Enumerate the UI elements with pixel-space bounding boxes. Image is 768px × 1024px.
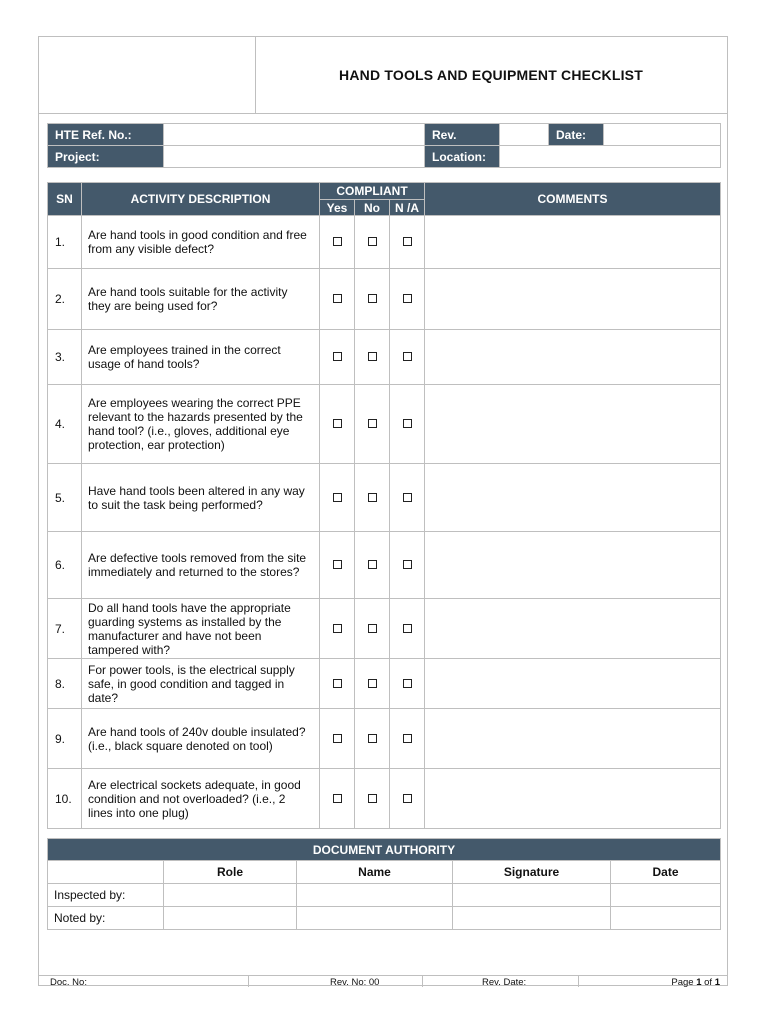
- rev-label: Rev.: [425, 124, 500, 146]
- comment-cell[interactable]: [425, 216, 721, 269]
- item-description: Are hand tools in good condition and free from any visible defect?: [82, 216, 320, 269]
- checklist-body: [48, 216, 721, 829]
- na-checkbox[interactable]: [403, 237, 412, 246]
- hte-ref-field[interactable]: [164, 124, 425, 146]
- yes-header: Yes: [320, 200, 355, 216]
- noted-role-field[interactable]: [164, 907, 297, 930]
- location-field[interactable]: [500, 146, 721, 168]
- no-checkbox[interactable]: [368, 794, 377, 803]
- role-header: Role: [164, 861, 297, 884]
- na-checkbox[interactable]: [403, 352, 412, 361]
- activity-header: ACTIVITY DESCRIPTION: [82, 183, 320, 216]
- item-description: For power tools, is the electrical supply safe, in good condition and tagged in date?: [82, 659, 320, 709]
- comments-header: COMMENTS: [425, 183, 721, 216]
- item-description: Do all hand tools have the appropriate guarding systems as installed by the manufacturer and have not been tampered with?: [82, 599, 320, 659]
- noted-name-field[interactable]: [297, 907, 453, 930]
- yes-checkbox[interactable]: [333, 560, 342, 569]
- na-checkbox[interactable]: [403, 419, 412, 428]
- table-row: [48, 385, 721, 464]
- na-checkbox[interactable]: [403, 294, 412, 303]
- no-checkbox[interactable]: [368, 679, 377, 688]
- yes-checkbox[interactable]: [333, 624, 342, 633]
- signature-header: Signature: [453, 861, 611, 884]
- yes-checkbox[interactable]: [333, 679, 342, 688]
- inspected-name-field[interactable]: [297, 884, 453, 907]
- na-checkbox[interactable]: [403, 624, 412, 633]
- inspected-role-field[interactable]: [164, 884, 297, 907]
- location-label: Location:: [425, 146, 500, 168]
- doc-no: Doc. No:: [50, 977, 87, 988]
- table-row: [48, 269, 721, 330]
- item-description: Are defective tools removed from the site immediately and returned to the stores?: [82, 532, 320, 599]
- na-header: N /A: [390, 200, 425, 216]
- date-header: Date: [611, 861, 721, 884]
- yes-checkbox[interactable]: [333, 794, 342, 803]
- yes-checkbox[interactable]: [333, 734, 342, 743]
- item-number: 1.: [48, 216, 82, 269]
- comment-cell[interactable]: [425, 269, 721, 330]
- date-label: Date:: [549, 124, 604, 146]
- project-field[interactable]: [164, 146, 425, 168]
- no-checkbox[interactable]: [368, 419, 377, 428]
- inspected-by-label: Inspected by:: [48, 884, 164, 907]
- table-row: [48, 532, 721, 599]
- na-checkbox[interactable]: [403, 560, 412, 569]
- table-row: [48, 659, 721, 709]
- noted-signature-field[interactable]: [453, 907, 611, 930]
- item-number: 6.: [48, 532, 82, 599]
- no-checkbox[interactable]: [368, 734, 377, 743]
- item-number: 5.: [48, 464, 82, 532]
- date-field[interactable]: [604, 124, 721, 146]
- item-description: Are employees wearing the correct PPE relevant to the hazards presented by the hand tool? (i.e., gloves, additional eye protection, ear protection): [82, 385, 320, 464]
- yes-checkbox[interactable]: [333, 419, 342, 428]
- table-row: [48, 464, 721, 532]
- item-number: 9.: [48, 709, 82, 769]
- item-description: Have hand tools been altered in any way to suit the task being performed?: [82, 464, 320, 532]
- rev-date: Rev. Date:: [482, 977, 527, 988]
- table-row: [48, 599, 721, 659]
- comment-cell[interactable]: [425, 599, 721, 659]
- comment-cell[interactable]: [425, 659, 721, 709]
- item-description: Are hand tools of 240v double insulated? (i.e., black square denoted on tool): [82, 709, 320, 769]
- yes-checkbox[interactable]: [333, 294, 342, 303]
- yes-checkbox[interactable]: [333, 493, 342, 502]
- checklist-table: [47, 182, 721, 829]
- comment-cell[interactable]: [425, 532, 721, 599]
- sn-header: SN: [48, 183, 82, 216]
- page-number: Page 1 of 1: [671, 977, 720, 988]
- no-header: No: [355, 200, 390, 216]
- item-number: 4.: [48, 385, 82, 464]
- page-footer: [38, 975, 728, 988]
- no-checkbox[interactable]: [368, 624, 377, 633]
- na-checkbox[interactable]: [403, 679, 412, 688]
- item-number: 2.: [48, 269, 82, 330]
- table-row: [48, 216, 721, 269]
- table-row: [48, 330, 721, 385]
- table-row: [48, 884, 721, 907]
- no-checkbox[interactable]: [368, 294, 377, 303]
- table-row: [48, 769, 721, 829]
- noted-date-field[interactable]: [611, 907, 721, 930]
- authority-title: DOCUMENT AUTHORITY: [48, 839, 721, 861]
- item-number: 8.: [48, 659, 82, 709]
- item-number: 10.: [48, 769, 82, 829]
- item-description: Are employees trained in the correct usage of hand tools?: [82, 330, 320, 385]
- document-authority-table: [47, 838, 721, 930]
- compliant-header: COMPLIANT: [320, 183, 425, 200]
- item-description: Are electrical sockets adequate, in good condition and not overloaded? (i.e., 2 lines into one plug): [82, 769, 320, 829]
- item-description: Are hand tools suitable for the activity they are being used for?: [82, 269, 320, 330]
- hte-ref-label: HTE Ref. No.:: [48, 124, 164, 146]
- project-label: Project:: [48, 146, 164, 168]
- no-checkbox[interactable]: [368, 493, 377, 502]
- inspected-date-field[interactable]: [611, 884, 721, 907]
- comment-cell[interactable]: [425, 330, 721, 385]
- no-checkbox[interactable]: [368, 352, 377, 361]
- meta-table: [47, 123, 721, 168]
- no-checkbox[interactable]: [368, 560, 377, 569]
- comment-cell[interactable]: [425, 385, 721, 464]
- comment-cell[interactable]: [425, 464, 721, 532]
- na-checkbox[interactable]: [403, 734, 412, 743]
- yes-checkbox[interactable]: [333, 237, 342, 246]
- na-checkbox[interactable]: [403, 794, 412, 803]
- noted-by-label: Noted by:: [48, 907, 164, 930]
- document-title: HAND TOOLS AND EQUIPMENT CHECKLIST: [339, 67, 643, 83]
- comment-cell[interactable]: [425, 769, 721, 829]
- inspected-signature-field[interactable]: [453, 884, 611, 907]
- item-number: 7.: [48, 599, 82, 659]
- comment-cell[interactable]: [425, 709, 721, 769]
- logo-placeholder: [39, 37, 256, 113]
- item-number: 3.: [48, 330, 82, 385]
- na-checkbox[interactable]: [403, 493, 412, 502]
- document-header: [38, 36, 728, 114]
- authority-blank-header: [48, 861, 164, 884]
- table-row: [48, 709, 721, 769]
- table-row: [48, 907, 721, 930]
- rev-field[interactable]: [500, 124, 549, 146]
- no-checkbox[interactable]: [368, 237, 377, 246]
- yes-checkbox[interactable]: [333, 352, 342, 361]
- name-header: Name: [297, 861, 453, 884]
- rev-no: Rev. No: 00: [330, 977, 380, 988]
